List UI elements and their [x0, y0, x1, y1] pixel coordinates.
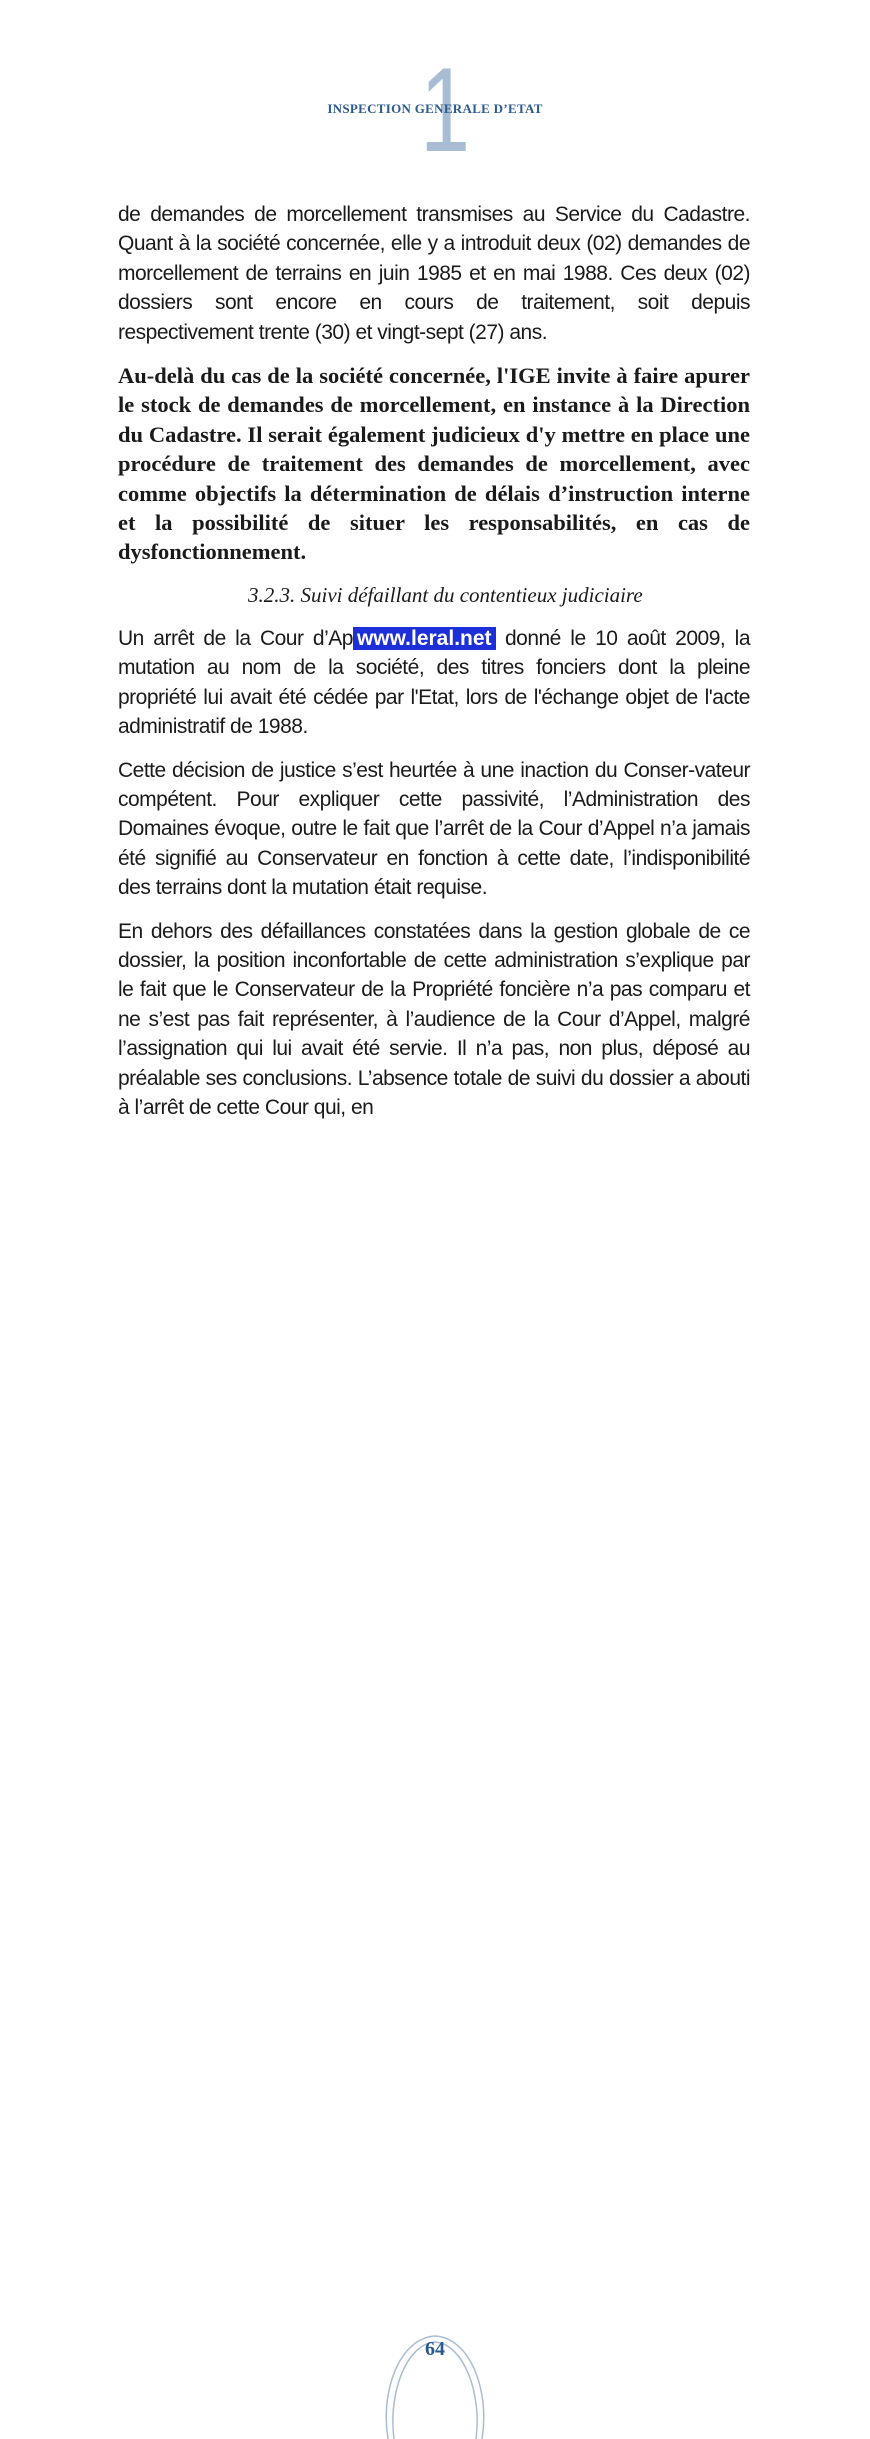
paragraph-3-end: donné le 10 août 2009, la mutation au nom de la société, des titres fonciers dont la pleine propriété lui avait été cédée par l'Etat, lors de l'échange objet de l'acte administratif de 1988.	[118, 626, 750, 739]
paragraph-3-start: Un arrêt de la Cour d’Ap	[118, 626, 353, 650]
section-heading: 3.2.3. Suivi défaillant du contentieux judiciaire	[248, 582, 643, 607]
recommendation-paragraph: Au-delà du cas de la société concernée, l'IGE invite à faire apurer le stock de demandes de morcellement, en instance à la Direction du Cadastre. Il serait également judicieux d'y mettre en place une procédure de traitement des demandes de morcellement, avec comme objectifs la détermination de délais d’instruction interne et la possibilité de situer les responsabilités, en cas de dysfonctionnement.	[118, 363, 750, 565]
page-header	[0, 0, 870, 180]
paragraph-1: de demandes de morcellement transmises au Service du Cadastre. Quant à la société concernée, elle y a introduit deux (02) demandes de morcellement de terrains en juin 1985 et en mai 1988. Ces deux (02) dossiers sont encore en cours de traitement, soit depuis respectivement trente (30) et vingt-sept (27) ans.	[118, 203, 750, 344]
chapter-number: 1	[420, 43, 471, 177]
running-title: INSPECTION GENERALE D’ETAT	[327, 101, 543, 116]
page-number: 64	[425, 2338, 445, 2360]
page-body	[118, 200, 750, 1136]
watermark-link[interactable]: www.leral.net	[353, 627, 496, 650]
page-footer	[0, 1160, 870, 2360]
paragraph-4: Cette décision de justice s’est heurtée à une inaction du Conser-vateur compétent. Pour expliquer cette passivité, l’Administration des Domaines évoque, outre le fait que l’arrêt de la Cour d’Appel n’a jamais été signifié au Conservateur en fonction à cette date, l’indisponibilité des terrains dont la mutation était requise.	[118, 758, 750, 900]
paragraph-5: En dehors des défaillances constatées dans la gestion globale de ce dossier, la position inconfortable de cette administration s’explique par le fait que le Conservateur de la Propriété foncière n’a pas comparu et ne s’est pas fait représenter, à l’audience de la Cour d’Appel, malgré l’assignation qui lui avait été servie. Il n’a pas, non plus, déposé au préalable ses conclusions. L’absence totale de suivi du dossier a abouti à l’arrêt de cette Cour qui, en	[118, 919, 750, 1119]
paragraph-3	[118, 624, 750, 742]
